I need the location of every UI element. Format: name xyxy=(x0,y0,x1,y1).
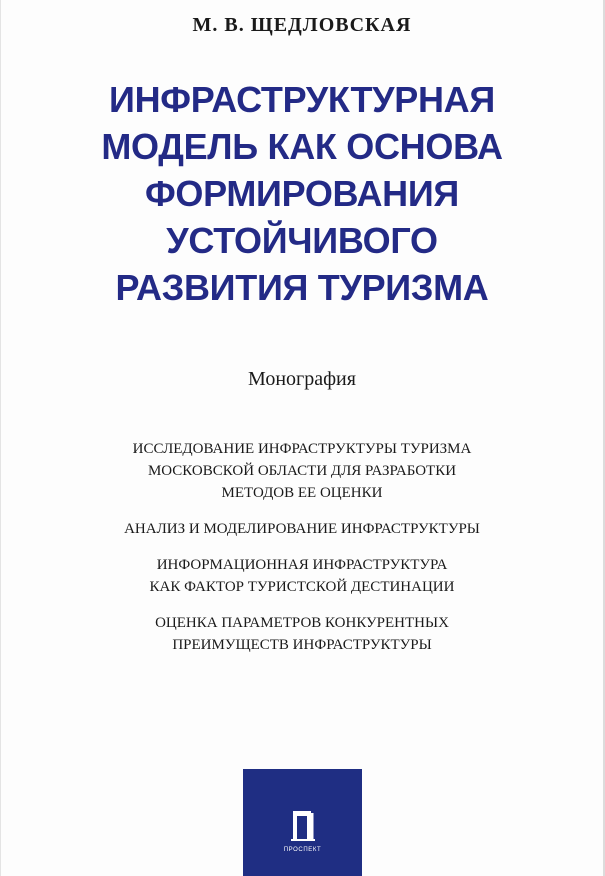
topic-line: ИНФОРМАЦИОННАЯ ИНФРАСТРУКТУРА xyxy=(156,557,448,573)
title-line: УСТОЙЧИВОГО xyxy=(166,220,438,261)
topic-line: ИССЛЕДОВАНИЕ ИНФРАСТРУКТУРЫ ТУРИЗМА xyxy=(132,441,472,457)
book-title xyxy=(1,76,603,311)
topics-list xyxy=(1,438,603,670)
publisher-name: ПРОСПЕКТ xyxy=(283,847,322,853)
topic-line: ПРЕИМУЩЕСТВ ИНФРАСТРУКТУРЫ xyxy=(172,637,432,653)
title-line: ИНФРАСТРУКТУРНАЯ xyxy=(109,79,495,120)
prospekt-door-logo-icon xyxy=(291,809,315,843)
publisher-logo-block xyxy=(243,769,362,876)
author-name: М. В. ЩЕДЛОВСКАЯ xyxy=(192,14,412,36)
topic-line: ОЦЕНКА ПАРАМЕТРОВ КОНКУРЕНТНЫХ xyxy=(155,615,449,631)
topic-item xyxy=(1,518,603,540)
topic-item xyxy=(1,554,603,598)
title-line: МОДЕЛЬ КАК ОСНОВА xyxy=(101,126,503,167)
topic-item xyxy=(1,612,603,656)
title-line: РАЗВИТИЯ ТУРИЗМА xyxy=(115,267,489,308)
topic-line: МЕТОДОВ ЕЕ ОЦЕНКИ xyxy=(221,485,383,501)
topic-item xyxy=(1,438,603,504)
book-genre: Монография xyxy=(248,368,356,390)
title-line: ФОРМИРОВАНИЯ xyxy=(144,173,460,214)
topic-line: КАК ФАКТОР ТУРИСТСКОЙ ДЕСТИНАЦИИ xyxy=(149,579,455,595)
topic-line: МОСКОВСКОЙ ОБЛАСТИ ДЛЯ РАЗРАБОТКИ xyxy=(147,463,457,479)
topic-line: АНАЛИЗ И МОДЕЛИРОВАНИЕ ИНФРАСТРУКТУРЫ xyxy=(124,521,480,537)
